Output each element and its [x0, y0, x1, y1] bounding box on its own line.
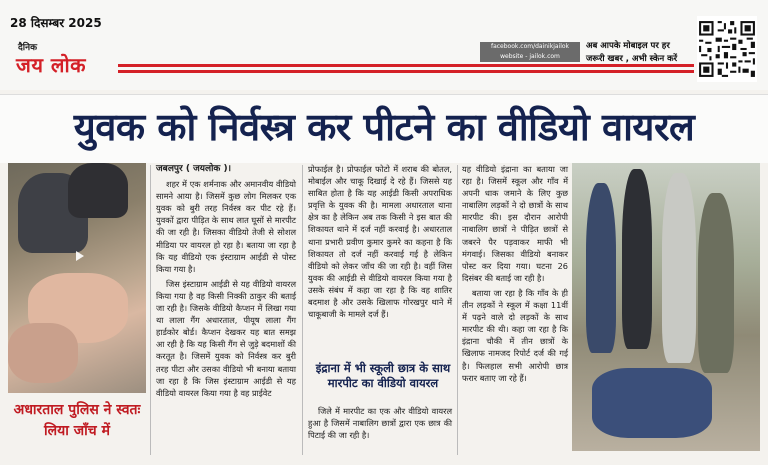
person-figure [8, 323, 78, 383]
article-column-3 [462, 163, 568, 387]
paragraph: प्रोफाईल है। प्रोफाईल फोटो में शराब की बोतल, मोबाईल और चाकू दिखाई दे रहे हैं। जिससे यह साबित होता है कि यह आईडी किसी अपराधिक प्रवृत्ति के युवक की है। मामला अधारताल थाना क्षेत्र का है लेकिन अब तक किसी ने इस बात की शिकायत थाने में दर्ज नहीं करवाई है। अधारताल थाना प्रभारी प्रवीण कुमार कुमरे का कहना है कि शिकायत तो दर्ज नहीं करवाई गई है लेकिन वीडियो को लेकर जाँच की जा रही है। वहीं जिस युवक की आईडी से वीडियो वायरल किया गया है उसके संबंध में कहा जा रहा है कि वह शातिर बदमाश है और उसके खिलाफ गोरखपुर थाने में चाकूबाजी के मामले दर्ज हैं। [308, 164, 452, 320]
social-links-box [480, 42, 580, 62]
promo-line-1: अब आपके मोबाइल पर हर [586, 41, 670, 51]
qr-code-icon [697, 16, 757, 82]
masthead [0, 0, 768, 90]
person-figure [68, 163, 128, 218]
headline: युवक को निर्वस्त्र कर पीटने का वीडियो वायरल [73, 105, 695, 149]
video-still-right [572, 163, 760, 451]
column-rule [150, 165, 151, 455]
website-link: website - jailok.com [500, 53, 560, 60]
issue-date: 28 दिसम्बर 2025 [10, 16, 102, 30]
column-rule [302, 165, 303, 455]
column-rule [457, 165, 458, 455]
headline-band [0, 94, 768, 163]
person-figure [622, 169, 652, 349]
image-caption: अधारताल पुलिस ने स्वतः लिया जाँच में [13, 402, 141, 439]
subheadline: इंद्राना में भी स्कूली छात्र के साथ मारपीट का वीडियो वायरल [315, 361, 451, 390]
logo-name: जय लोक [16, 53, 87, 77]
paragraph: जिस इंस्टाग्राम आईडी से यह वीडियो वायरल किया गया है वह किसी निक्की ठाकुर की बताई जा रही है। जिसके वीडियो कैप्शन में लिखा गया था लाला गैंग अधारताल, पीयूष लाला गैंग हार्डकोर बोर्ड। कैप्शन देखकर यह बात समझ आ रही है कि यह किसी गैंग से जुड़े बदमाशों की करतूत है। जिसमें युवक को निर्वस्त्र कर बुरी तरह पीटा और उसका वीडियो भी बनाया बताया जा रहा है कि जिस इंस्टाग्राम आईडी से यह वीडियो वायरल किया गया है वह प्राईवेट [156, 278, 296, 398]
logo-prefix: दैनिक [18, 43, 38, 53]
person-figure [592, 368, 712, 438]
video-still-left [8, 163, 146, 393]
dateline: जबलपुर ( जयलोक )। [156, 164, 231, 174]
facebook-link: facebook.com/dainikjailok [490, 43, 570, 50]
article-column-1 [156, 163, 296, 402]
qr-promo-text [586, 40, 692, 66]
person-figure [698, 193, 734, 373]
paragraph: जिले में मारपीट का एक और वीडियो वायरल हुआ है जिसमें नाबालिग छात्रों द्वारा एक छात्र की पिटाई की जा रही है। [308, 406, 452, 441]
newspaper-logo [12, 40, 120, 84]
paragraph: यह वीडियो इंद्राना का बताया जा रहा है। जिसमें स्कूल और गाँव में अपनी धाक जमाने के लिए कुछ नाबालिग लड़कों ने दो छात्रों के साथ मारपीट की। इस दौरान आरोपी नाबालिग छात्रों ने पीड़ित छात्रों से जबरने पैर पड़वाकर माफी भी मंगवाई। जिसका वीडियो बनाकर पोस्ट कर दिया गया। घटना 26 दिसंबर की बताई जा रही है। [462, 164, 568, 283]
article-column-2-lower [308, 405, 452, 441]
play-icon [76, 251, 84, 261]
paragraph: शहर में एक शर्मनाक और अमानवीय वीडियो सामने आया है। जिसमें कुछ लोग मिलकर एक युवक को बुरी तरह निर्वस्त्र कर पीट रहे हैं। युवकों द्वारा पीड़ित के साथ लात घूसों से मारपीट की जा रही है। जिसका वीडियो तेजी से सोशल मीडिया पर वायरल हो रहा है। बताया जा रहा है कि यह वीडियो एक इंस्टाग्राम आईडी से पोस्ट किया गया है। [156, 179, 296, 274]
paragraph: बताया जा रहा है कि गाँव के ही तीन लड़कों ने स्कूल में कक्षा 11वीं में पढ़ने वाले दो लड़कों के साथ मारपीट की थी। कहा जा रहा है कि इंद्राना चौकी में तीन छात्रों के खिलाफ नामजद रिपोर्ट दर्ज की गई है। फिलहाल सभी आरोपी छात्र फरार बताए जा रहे हैं। [462, 287, 568, 383]
promo-line-2: जरूरी खबर , अभी स्केन करें [586, 54, 678, 64]
person-figure [662, 173, 696, 363]
person-figure [586, 183, 616, 353]
article-column-2 [308, 163, 452, 323]
